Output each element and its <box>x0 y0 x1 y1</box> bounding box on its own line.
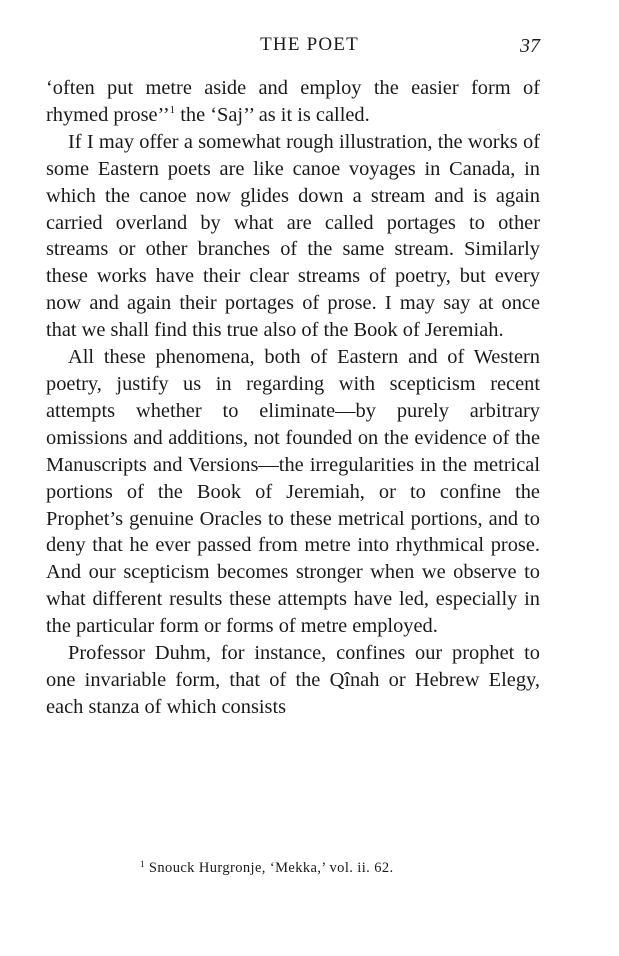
running-title: THE POET <box>260 34 359 55</box>
paragraph-continuation <box>46 75 540 129</box>
paragraph-duhm: Professor Duhm, for instance, confines our prophet to one invariable form, that of the Qînah or Hebrew Elegy, each stanza of which consists <box>46 642 540 718</box>
paragraph-canoe-illustration: If I may offer a somewhat rough illustration, the works of some Eastern poets are like canoe voyages in Canada, in which the canoe now glides down a stream and is again carried overland by what are called portages to other streams or other branches of the same stream. Similarly these works have their clear streams of poetry, but every now and again their portages of prose. I may say at once that we shall find this true also of the Book of Jeremiah. <box>46 130 540 342</box>
body-text <box>46 75 540 721</box>
footnote-marker: 1 <box>140 859 145 869</box>
paragraph-1-text-a: ‘often put metre aside and employ the easier form of rhymed prose’’ <box>46 77 540 126</box>
paragraph-1-text-b: the ‘Saj’’ as it is called. <box>175 103 370 126</box>
paragraph-scepticism: All these phenomena, both of Eastern and of Western poetry, justify us in regarding with scepticism recent attempts whether to eliminate—by purely arbitrary omissions and additions, not founded on the evidence of the Manuscripts and Versions—the irregularities in the metrical portions of the Book of Jeremiah, or to confine the Prophet’s genuine Oracles to these metrical portions, and to deny that he ever passed from metre into rhythmical prose. And our scepticism becomes stronger when we observe to what different results these attempts have led, especially in the particular form or forms of metre employed. <box>46 346 540 638</box>
footnote-reference: 1 <box>169 103 176 116</box>
page-number: 37 <box>520 35 540 57</box>
footnote-text: Snouck Hurgronje, ‘Mekka,’ vol. ii. 62. <box>144 860 394 876</box>
footnote <box>140 860 394 877</box>
running-head <box>0 34 619 58</box>
